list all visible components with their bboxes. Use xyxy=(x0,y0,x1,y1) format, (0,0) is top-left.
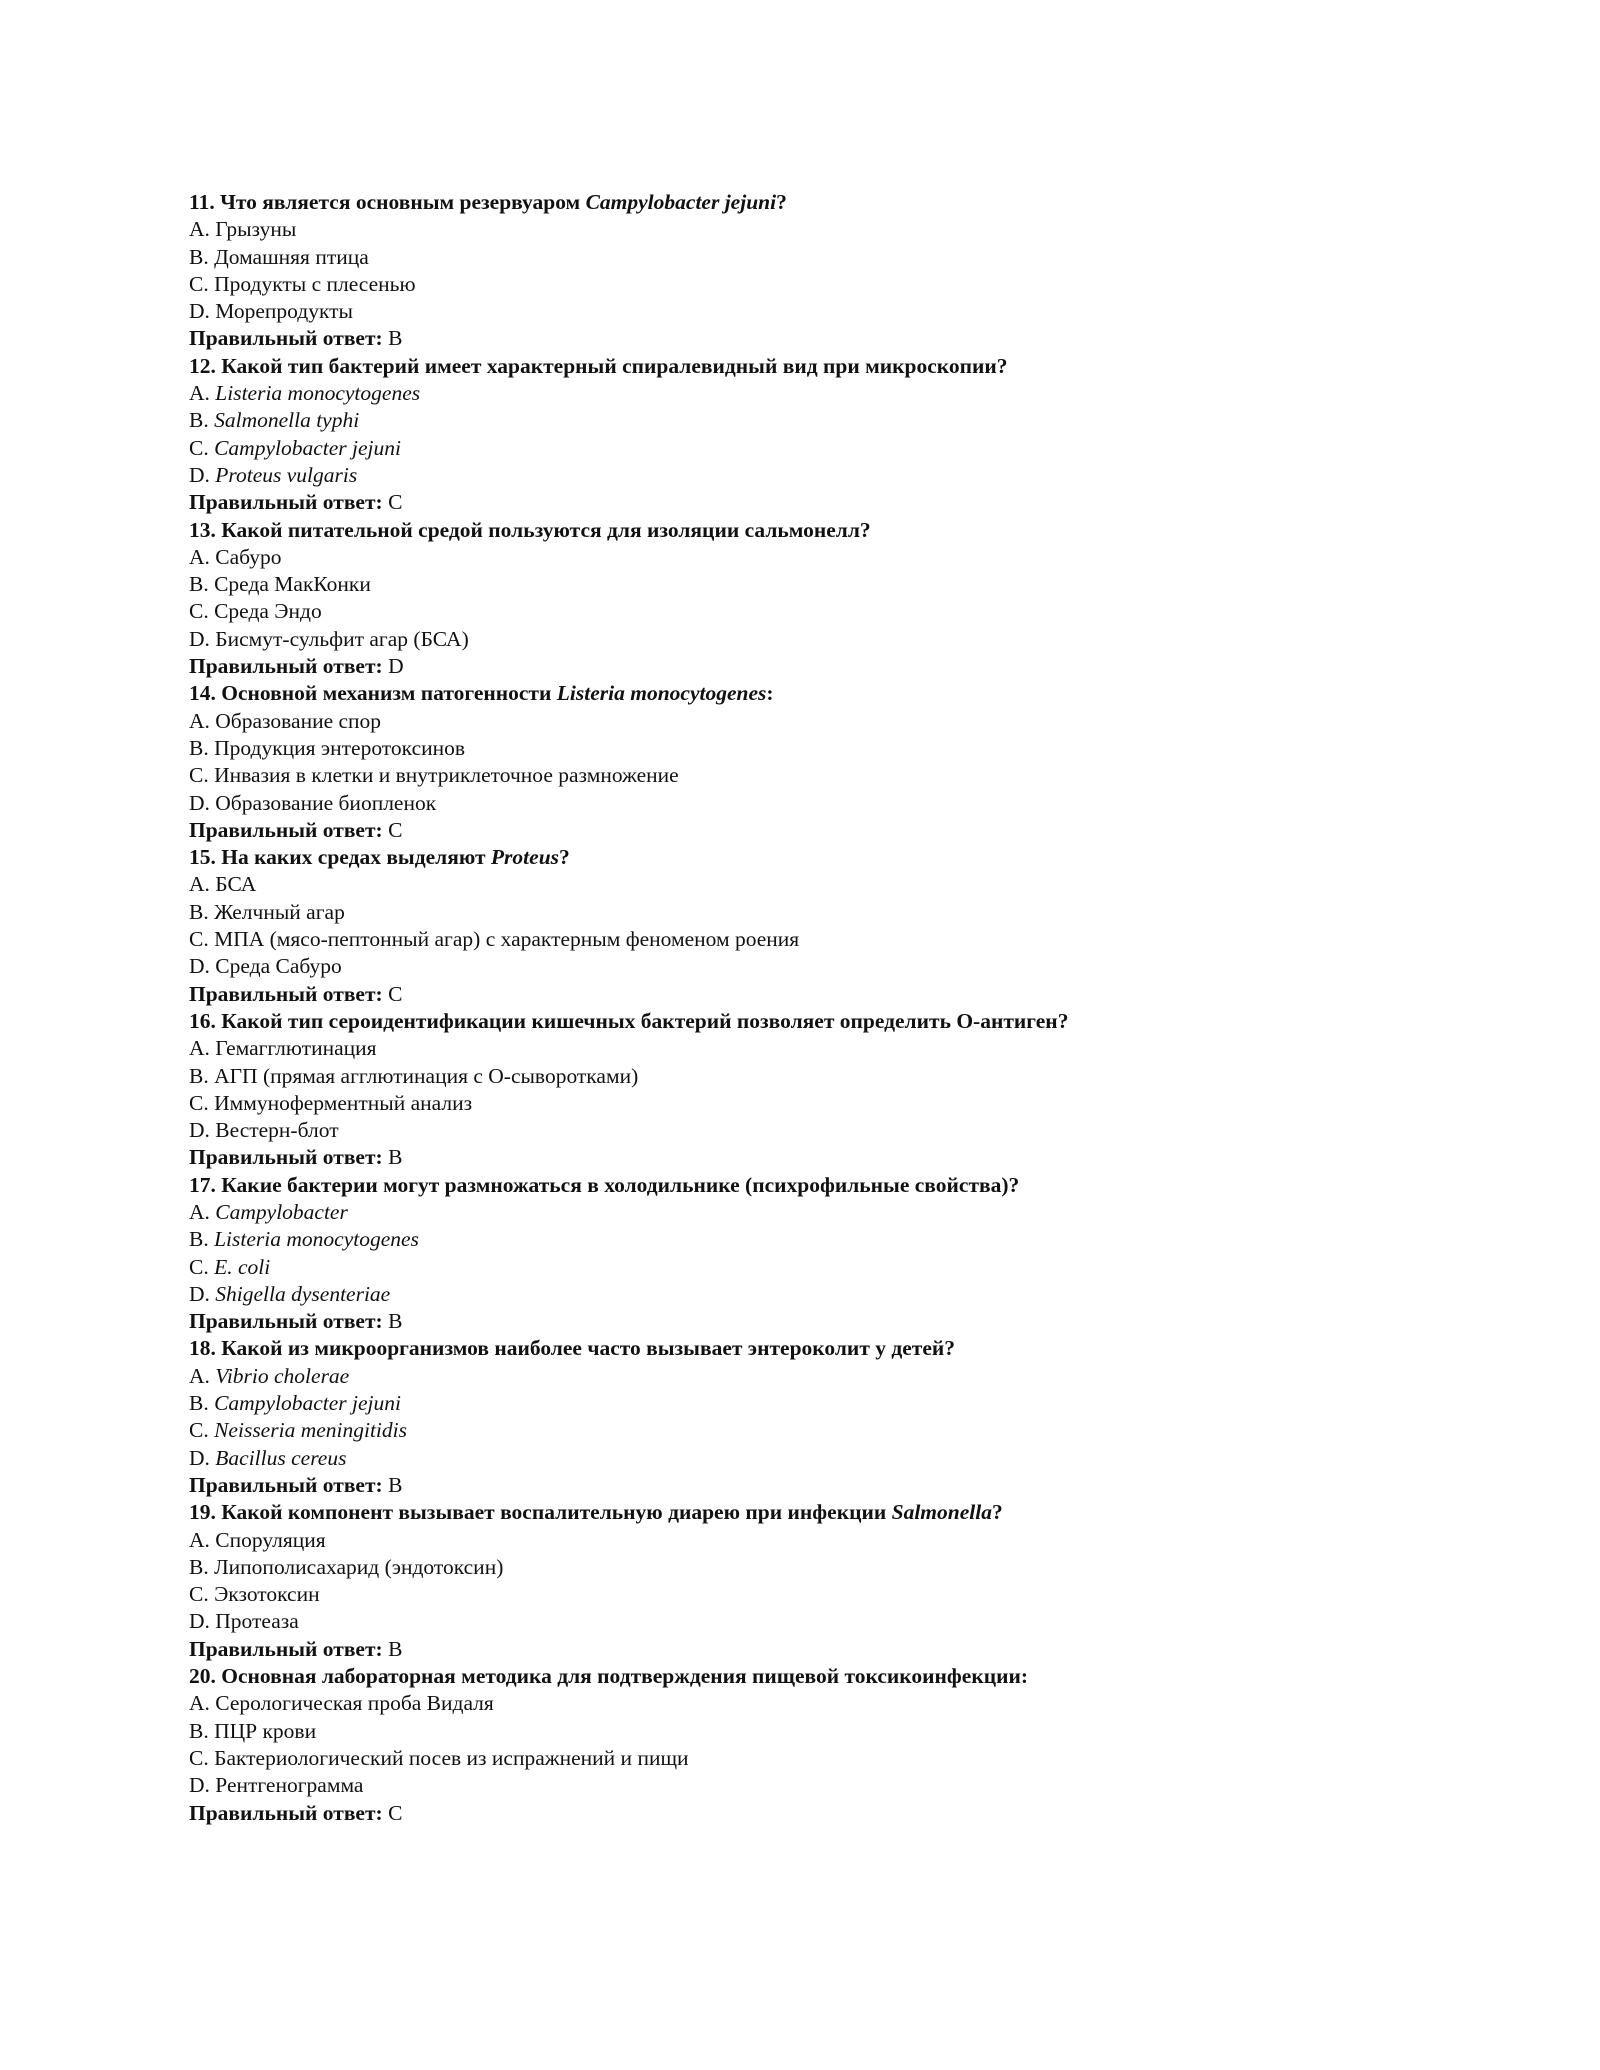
question-title xyxy=(189,1335,1429,1362)
answer-option xyxy=(189,462,1429,489)
answer-option xyxy=(189,1281,1429,1308)
answer-option xyxy=(189,708,1429,735)
correct-answer-label: Правильный ответ: xyxy=(189,1145,383,1170)
question-title xyxy=(189,1172,1429,1199)
correct-answer-value: C xyxy=(388,981,403,1006)
question-title xyxy=(189,844,1429,871)
question-block xyxy=(189,1172,1429,1336)
question-block xyxy=(189,844,1429,1008)
answer-option xyxy=(189,1772,1429,1799)
option-text: Listeria monocytogenes xyxy=(215,381,421,406)
correct-answer-label: Правильный ответ: xyxy=(189,981,383,1006)
option-letter: A. xyxy=(189,1036,210,1061)
option-text: Липополисахарид (эндотоксин) xyxy=(214,1554,504,1579)
option-text: Listeria monocytogenes xyxy=(214,1227,419,1252)
option-text: Salmonella typhi xyxy=(214,408,360,433)
option-text: Shigella dysenteriae xyxy=(215,1281,391,1306)
correct-answer xyxy=(189,325,1429,352)
answer-option xyxy=(189,598,1429,625)
correct-answer xyxy=(189,981,1429,1008)
answer-option xyxy=(189,871,1429,898)
option-letter: C. xyxy=(189,435,209,460)
correct-answer-value: B xyxy=(388,1472,403,1497)
option-letter: D. xyxy=(189,626,210,651)
question-text: Campylobacter jejuni xyxy=(585,190,777,214)
question-block xyxy=(189,353,1429,517)
answer-option xyxy=(189,216,1429,243)
question-number: 16. xyxy=(189,1008,216,1033)
option-letter: A. xyxy=(189,708,210,733)
option-text: Campylobacter xyxy=(215,1199,348,1224)
question-text: Что является основным резервуаром xyxy=(220,190,586,214)
question-number: 19. xyxy=(189,1500,216,1525)
question-text: Какой из микроорганизмов наиболее часто вызывает энтероколит у детей? xyxy=(221,1336,956,1361)
option-letter: D. xyxy=(189,299,210,324)
option-letter: B. xyxy=(189,408,209,433)
option-text: Vibrio cholerae xyxy=(215,1363,350,1388)
option-letter: B. xyxy=(189,899,209,924)
answer-option xyxy=(189,1390,1429,1417)
option-letter: A. xyxy=(189,1363,210,1388)
answer-option xyxy=(189,544,1429,571)
question-block xyxy=(189,1499,1429,1663)
question-text: На каких средах выделяют xyxy=(221,845,491,870)
question-title xyxy=(189,189,1429,216)
correct-answer-value: B xyxy=(388,1309,403,1334)
answer-option xyxy=(189,1226,1429,1253)
question-text: Какие бактерии могут размножаться в холодильнике (психрофильные свойства)? xyxy=(221,1172,1020,1197)
answer-option xyxy=(189,1254,1429,1281)
correct-answer-value: B xyxy=(388,1145,403,1170)
document-page xyxy=(189,189,1429,1827)
option-letter: B. xyxy=(189,1391,209,1416)
answer-option xyxy=(189,926,1429,953)
correct-answer xyxy=(189,653,1429,680)
answer-option xyxy=(189,790,1429,817)
answer-option xyxy=(189,899,1429,926)
question-title xyxy=(189,680,1429,707)
option-text: Бактериологический посев из испражнений и пищи xyxy=(214,1745,689,1770)
option-text: ПЦР крови xyxy=(214,1718,317,1743)
option-letter: B. xyxy=(189,735,209,760)
question-number: 20. xyxy=(189,1664,216,1689)
correct-answer-label: Правильный ответ: xyxy=(189,1800,383,1825)
option-text: Протеаза xyxy=(215,1609,299,1634)
option-text: Домашняя птица xyxy=(214,244,369,269)
correct-answer xyxy=(189,1800,1429,1827)
answer-option xyxy=(189,1690,1429,1717)
question-title xyxy=(189,1499,1429,1526)
question-block xyxy=(189,517,1429,681)
option-text: Образование биопленок xyxy=(215,790,437,815)
option-text: Сабуро xyxy=(215,544,282,569)
option-letter: D. xyxy=(189,954,210,979)
option-text: Neisseria meningitidis xyxy=(214,1418,407,1443)
option-letter: D. xyxy=(189,1773,210,1798)
question-text: Какой питательной средой пользуются для изоляции сальмонелл? xyxy=(221,517,871,542)
question-text: Какой тип бактерий имеет характерный спиралевидный вид при микроскопии? xyxy=(221,353,1008,378)
option-text: Бисмут-сульфит агар (БСА) xyxy=(215,626,469,651)
correct-answer-value: B xyxy=(388,326,403,351)
option-text: Споруляция xyxy=(215,1527,326,1552)
question-text: Основная лабораторная методика для подтверждения пищевой токсикоинфекции: xyxy=(221,1664,1029,1689)
option-text: Желчный агар xyxy=(214,899,345,924)
question-number: 11. xyxy=(189,190,215,214)
question-title xyxy=(189,1008,1429,1035)
option-text: Среда Эндо xyxy=(214,599,322,624)
option-text: Иммуноферментный анализ xyxy=(214,1090,473,1115)
option-letter: C. xyxy=(189,1090,209,1115)
question-text: : xyxy=(766,681,774,706)
correct-answer-label: Правильный ответ: xyxy=(189,817,383,842)
option-text: АГП (прямая агглютинация с О-сыворотками) xyxy=(214,1063,639,1088)
answer-option xyxy=(189,1117,1429,1144)
answer-option xyxy=(189,953,1429,980)
option-text: Рентгенограмма xyxy=(215,1773,364,1798)
answer-option xyxy=(189,1363,1429,1390)
question-title xyxy=(189,353,1429,380)
option-letter: A. xyxy=(189,544,210,569)
answer-option xyxy=(189,1608,1429,1635)
question-number: 13. xyxy=(189,517,216,542)
option-text: Продукция энтеротоксинов xyxy=(214,735,466,760)
question-number: 14. xyxy=(189,681,216,706)
correct-answer xyxy=(189,1472,1429,1499)
option-letter: B. xyxy=(189,1063,209,1088)
correct-answer xyxy=(189,1308,1429,1335)
option-letter: D. xyxy=(189,1118,210,1143)
question-block xyxy=(189,1335,1429,1499)
answer-option xyxy=(189,571,1429,598)
option-letter: D. xyxy=(189,1281,210,1306)
answer-option xyxy=(189,244,1429,271)
answer-option xyxy=(189,1554,1429,1581)
option-text: Вестерн-блот xyxy=(215,1118,339,1143)
question-text: Основной механизм патогенности xyxy=(221,681,557,706)
answer-option xyxy=(189,735,1429,762)
option-letter: B. xyxy=(189,572,209,597)
option-text: МПА (мясо-пептонный агар) с характерным феноменом роения xyxy=(214,927,800,952)
answer-option xyxy=(189,1581,1429,1608)
question-text: Salmonella xyxy=(891,1500,992,1525)
answer-option xyxy=(189,1527,1429,1554)
answer-option xyxy=(189,298,1429,325)
question-text: ? xyxy=(559,845,570,870)
option-letter: C. xyxy=(189,1582,209,1607)
option-text: БСА xyxy=(215,872,257,897)
option-letter: A. xyxy=(189,1527,210,1552)
correct-answer-value: D xyxy=(388,654,404,679)
option-letter: A. xyxy=(189,1199,210,1224)
option-text: E. coli xyxy=(214,1254,271,1279)
option-text: Морепродукты xyxy=(215,299,353,324)
option-text: Campylobacter jejuni xyxy=(214,435,401,460)
correct-answer xyxy=(189,489,1429,516)
question-block xyxy=(189,1663,1429,1827)
option-text: Серологическая проба Видаля xyxy=(215,1691,494,1716)
question-number: 12. xyxy=(189,353,216,378)
option-letter: B. xyxy=(189,244,209,269)
question-text: Proteus xyxy=(490,845,560,870)
correct-answer xyxy=(189,817,1429,844)
correct-answer-label: Правильный ответ: xyxy=(189,326,383,351)
question-text: Listeria monocytogenes xyxy=(556,681,767,706)
option-letter: A. xyxy=(189,381,210,406)
option-letter: B. xyxy=(189,1554,209,1579)
option-text: Образование спор xyxy=(215,708,382,733)
correct-answer-label: Правильный ответ: xyxy=(189,654,383,679)
question-title xyxy=(189,1663,1429,1690)
option-letter: C. xyxy=(189,927,209,952)
answer-option xyxy=(189,271,1429,298)
option-letter: A. xyxy=(189,872,210,897)
answer-option xyxy=(189,1718,1429,1745)
option-text: Среда МакКонки xyxy=(214,572,371,597)
option-letter: D. xyxy=(189,1609,210,1634)
answer-option xyxy=(189,762,1429,789)
answer-option xyxy=(189,626,1429,653)
answer-option xyxy=(189,1035,1429,1062)
correct-answer-value: C xyxy=(388,490,403,515)
option-text: Гемагглютинация xyxy=(215,1036,377,1061)
option-letter: D. xyxy=(189,1445,210,1470)
option-letter: C. xyxy=(189,1745,209,1770)
correct-answer-label: Правильный ответ: xyxy=(189,1309,383,1334)
answer-option xyxy=(189,407,1429,434)
correct-answer xyxy=(189,1636,1429,1663)
correct-answer-value: C xyxy=(388,817,403,842)
option-letter: A. xyxy=(189,217,210,242)
question-text: Какой компонент вызывает воспалительную диарею при инфекции xyxy=(221,1500,892,1525)
option-letter: D. xyxy=(189,790,210,815)
answer-option xyxy=(189,1090,1429,1117)
option-letter: D. xyxy=(189,462,210,487)
correct-answer-label: Правильный ответ: xyxy=(189,490,383,515)
answer-option xyxy=(189,1745,1429,1772)
option-letter: B. xyxy=(189,1718,209,1743)
answer-option xyxy=(189,1417,1429,1444)
question-text: Какой тип сероидентификации кишечных бактерий позволяет определить О-антиген? xyxy=(221,1008,1069,1033)
question-number: 18. xyxy=(189,1336,216,1361)
question-title xyxy=(189,517,1429,544)
answer-option xyxy=(189,1445,1429,1472)
answer-option xyxy=(189,380,1429,407)
option-letter: C. xyxy=(189,271,209,296)
question-block xyxy=(189,680,1429,844)
question-text: ? xyxy=(991,1500,1003,1525)
option-text: Bacillus cereus xyxy=(215,1445,347,1470)
correct-answer-label: Правильный ответ: xyxy=(189,1472,383,1497)
option-text: Среда Сабуро xyxy=(215,954,342,979)
option-letter: C. xyxy=(189,1254,209,1279)
option-letter: C. xyxy=(189,1418,209,1443)
option-letter: A. xyxy=(189,1691,210,1716)
correct-answer-value: B xyxy=(388,1636,403,1661)
question-text: ? xyxy=(776,190,787,214)
correct-answer xyxy=(189,1144,1429,1171)
option-text: Campylobacter jejuni xyxy=(214,1391,401,1416)
option-text: Proteus vulgaris xyxy=(215,462,358,487)
option-text: Продукты с плесенью xyxy=(214,271,416,296)
question-number: 15. xyxy=(189,845,216,870)
option-text: Экзотоксин xyxy=(214,1582,320,1607)
answer-option xyxy=(189,1199,1429,1226)
question-block xyxy=(189,1008,1429,1172)
answer-option xyxy=(189,435,1429,462)
question-number: 17. xyxy=(189,1172,216,1197)
correct-answer-value: C xyxy=(388,1800,403,1825)
option-text: Инвазия в клетки и внутриклеточное размножение xyxy=(214,763,679,788)
option-letter: C. xyxy=(189,599,209,624)
option-letter: B. xyxy=(189,1227,209,1252)
option-text: Грызуны xyxy=(215,217,297,242)
answer-option xyxy=(189,1063,1429,1090)
question-block xyxy=(189,189,1429,353)
correct-answer-label: Правильный ответ: xyxy=(189,1636,383,1661)
option-letter: C. xyxy=(189,763,209,788)
